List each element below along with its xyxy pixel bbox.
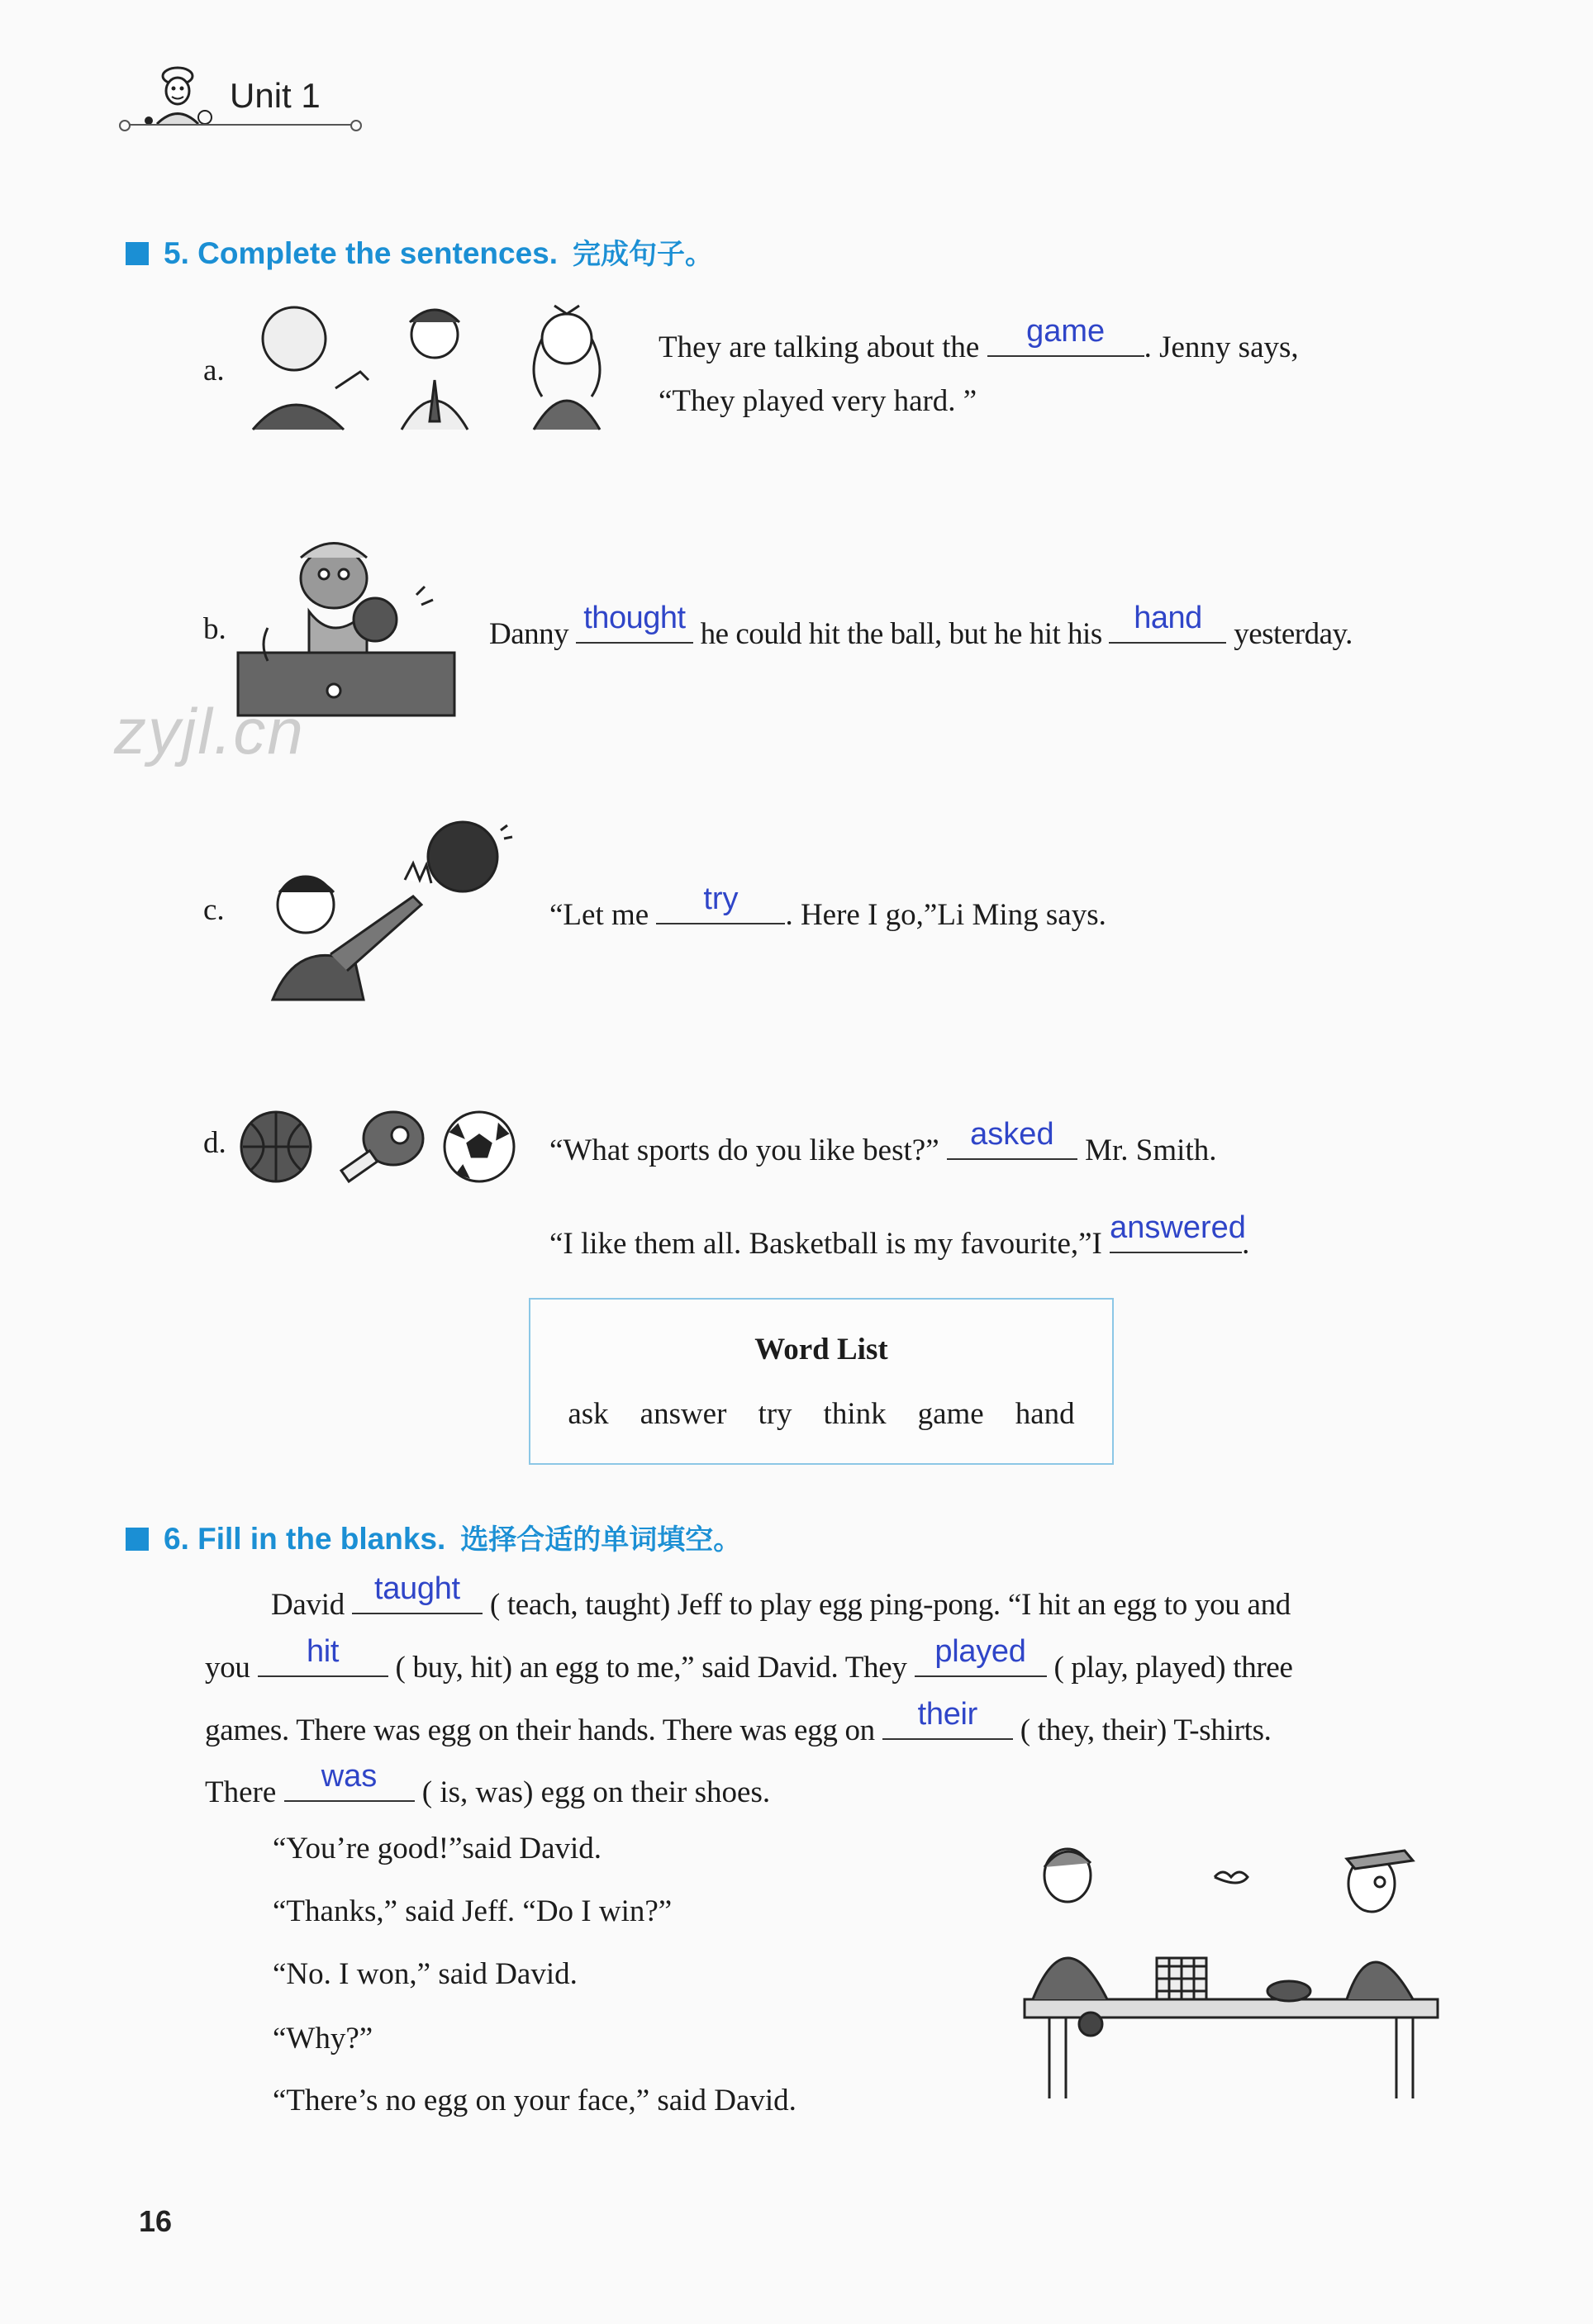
section6-heading xyxy=(126,1517,741,1557)
section5-heading-cn: 完成句子。 xyxy=(573,238,714,271)
s6-blank-played[interactable] xyxy=(915,1634,1047,1677)
item-d-label: d. xyxy=(203,1126,226,1160)
word-list-box xyxy=(529,1298,1114,1465)
s6-answer-played: played xyxy=(934,1634,1026,1669)
item-a-line1: They are talking about the game . Jenny says, xyxy=(659,314,1299,364)
header-rule xyxy=(124,124,352,126)
word-item: answer xyxy=(640,1397,727,1431)
item-a-answer: game xyxy=(1026,314,1106,349)
s6-line3: games. There was egg on their hands. There was egg on their ( they, their) T-shirts. xyxy=(205,1697,1272,1747)
item-d-answer2: answered xyxy=(1110,1210,1246,1245)
section6-heading-cn: 选择合适的单词填空。 xyxy=(460,1523,742,1556)
header-rule-dot-right xyxy=(350,120,362,131)
s6-answer-hit: hit xyxy=(306,1634,340,1669)
word-item: hand xyxy=(1015,1397,1075,1431)
s6-answer-was: was xyxy=(321,1759,378,1794)
sports-balls-illustration xyxy=(235,1107,516,1190)
three-children-illustration xyxy=(236,289,616,446)
s6-line4: There was ( is, was) egg on their shoes. xyxy=(205,1759,771,1809)
hippo-pingpong-illustration xyxy=(235,529,458,719)
section6-heading-text: 6. Fill in the blanks. xyxy=(164,1522,446,1556)
s6-line1: David taught ( teach, taught) Jeff to play egg ping-pong. “I hit an egg to you and xyxy=(271,1571,1291,1622)
page-number: 16 xyxy=(139,2204,173,2238)
item-b-label: b. xyxy=(203,612,226,646)
dialogue-line: “No. I won,” said David. xyxy=(273,1957,578,1991)
dialogue-line: “Why?” xyxy=(273,2022,373,2055)
mascot-icon xyxy=(132,58,231,132)
item-d-blank2[interactable] xyxy=(1110,1210,1246,1253)
word-item: think xyxy=(823,1397,887,1431)
item-a-line2: “They played very hard. ” xyxy=(659,384,977,418)
s6-blank-hit[interactable] xyxy=(258,1634,388,1677)
item-c-answer: try xyxy=(703,882,739,916)
dialogue-line: “You’re good!”said David. xyxy=(273,1832,602,1865)
s6-blank-was[interactable] xyxy=(284,1759,415,1802)
word-item: try xyxy=(758,1397,792,1431)
word-item: ask xyxy=(568,1397,609,1431)
item-d-answer1: asked xyxy=(970,1117,1054,1152)
header-rule-dot-left xyxy=(119,120,131,131)
s6-answer-taught: taught xyxy=(373,1571,460,1606)
item-b-line: Danny thought he could hit the ball, but he hit his hand yesterday. xyxy=(489,601,1353,651)
egg-pingpong-illustration xyxy=(1016,1834,1446,2107)
s6-line2: you hit ( buy, hit) an egg to me,” said David. They played ( play, played) three xyxy=(205,1634,1293,1685)
boy-ball-illustration xyxy=(248,814,521,1004)
item-b-blank1[interactable] xyxy=(576,601,693,644)
s6-blank-their[interactable] xyxy=(882,1697,1013,1740)
item-a-label: a. xyxy=(203,354,225,387)
dialogue-line: “There’s no egg on your face,” said David. xyxy=(273,2084,796,2117)
dialogue-line: “Thanks,” said Jeff. “Do I win?” xyxy=(273,1894,673,1928)
section-square-icon xyxy=(126,1528,149,1551)
item-c-label: c. xyxy=(203,893,225,927)
item-b-answer1: thought xyxy=(583,601,686,635)
section5-heading-text: 5. Complete the sentences. xyxy=(164,236,559,270)
s6-answer-their: their xyxy=(917,1697,978,1732)
item-d-blank1[interactable] xyxy=(947,1117,1077,1160)
section-square-icon xyxy=(126,242,149,265)
item-d-line2: “I like them all. Basketball is my favourite,”I answered . xyxy=(549,1210,1250,1261)
unit-header xyxy=(124,58,364,136)
word-item: game xyxy=(917,1397,984,1431)
unit-title: Unit 1 xyxy=(230,76,321,115)
item-d-line1: “What sports do you like best?” asked Mr. Smith. xyxy=(549,1117,1217,1167)
item-b-answer2: hand xyxy=(1134,601,1202,635)
word-list-title: Word List xyxy=(754,1333,888,1366)
watermark: zyjl.cn xyxy=(114,695,305,768)
item-a-blank[interactable] xyxy=(987,314,1144,357)
item-c-blank[interactable] xyxy=(656,882,785,924)
word-list-words xyxy=(530,1399,1112,1429)
section5-heading xyxy=(126,231,713,272)
s6-blank-taught[interactable] xyxy=(352,1571,483,1614)
item-c-line: “Let me try . Here I go,”Li Ming says. xyxy=(549,882,1106,932)
item-b-blank2[interactable] xyxy=(1109,601,1226,644)
